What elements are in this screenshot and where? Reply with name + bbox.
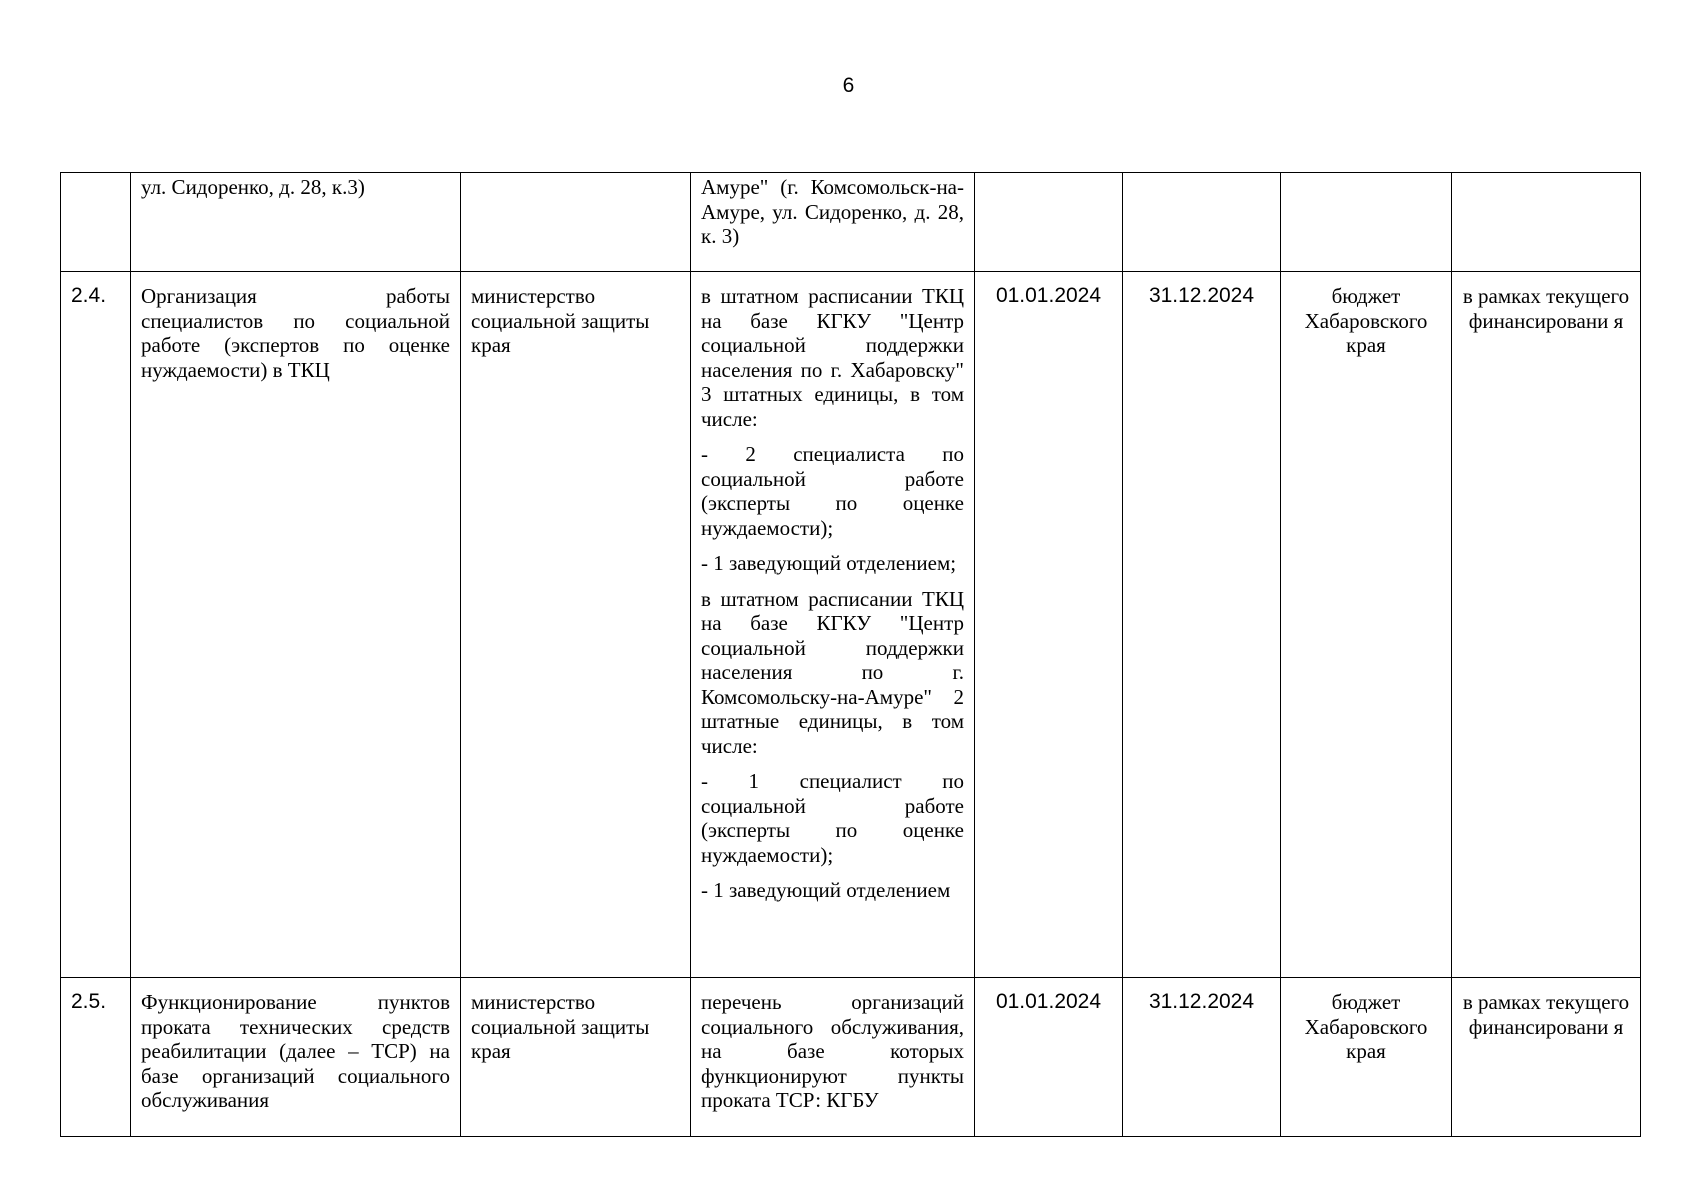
start-date-cell: 01.01.2024: [975, 272, 1123, 978]
result-paragraph: - 2 специалиста по социальной работе (эксперты по оценке нуждаемости);: [701, 442, 964, 540]
result-paragraph: перечень организаций социального обслуживания, на базе которых функционируют пункты проката ТСР: КГБУ: [701, 990, 964, 1112]
result-paragraph: - 1 заведующий отделением: [701, 878, 951, 902]
executor-cell: министерство социальной защиты края: [461, 978, 691, 1137]
result-paragraph: в штатном расписании ТКЦ на базе КГКУ "Центр социальной поддержки населения по г. Хабаровску" 3 штатных единицы, в том числе:: [701, 284, 964, 431]
result-paragraph: - 1 заведующий отделением;: [701, 551, 957, 575]
row-number: 2.4.: [61, 272, 131, 978]
table-row: [61, 272, 1641, 978]
funding-source-cell: бюджет Хабаровского края: [1281, 272, 1452, 978]
financing-cell: в рамках текущего финансировани я: [1452, 978, 1641, 1137]
result-cell: [691, 272, 975, 978]
result-cell: [691, 173, 975, 272]
table-row: [61, 978, 1641, 1137]
end-date-cell: [1123, 173, 1281, 272]
row-number: [61, 173, 131, 272]
activity-cell: Организация работы специалистов по социальной работе (экспертов по оценке нуждаемости) в ТКЦ: [131, 272, 461, 978]
activity-cell: ул. Сидоренко, д. 28, к.3): [131, 173, 461, 272]
result-paragraph: - 1 специалист по социальной работе (эксперты по оценке нуждаемости);: [701, 769, 964, 867]
end-date-cell: 31.12.2024: [1123, 978, 1281, 1137]
end-date-cell: 31.12.2024: [1123, 272, 1281, 978]
row-number: 2.5.: [61, 978, 131, 1137]
funding-source-cell: бюджет Хабаровского края: [1281, 978, 1452, 1137]
table-row: [61, 173, 1641, 272]
executor-cell: министерство социальной защиты края: [461, 272, 691, 978]
plan-table: [60, 172, 1641, 1137]
executor-cell: [461, 173, 691, 272]
result-cell: [691, 978, 975, 1137]
result-paragraph: Амуре" (г. Комсомольск-на-Амуре, ул. Сидоренко, д. 28, к. 3): [701, 175, 964, 248]
activity-cell: Функционирование пунктов проката технических средств реабилитации (далее – ТСР) на базе организаций социального обслуживания: [131, 978, 461, 1137]
financing-cell: [1452, 173, 1641, 272]
financing-cell: в рамках текущего финансировани я: [1452, 272, 1641, 978]
funding-source-cell: [1281, 173, 1452, 272]
start-date-cell: 01.01.2024: [975, 978, 1123, 1137]
result-paragraph: в штатном расписании ТКЦ на базе КГКУ "Центр социальной поддержки населения по г. Комсомольску-на-Амуре" 2 штатные единицы, в том числе:: [701, 586, 964, 758]
start-date-cell: [975, 173, 1123, 272]
page-number: 6: [842, 74, 855, 97]
